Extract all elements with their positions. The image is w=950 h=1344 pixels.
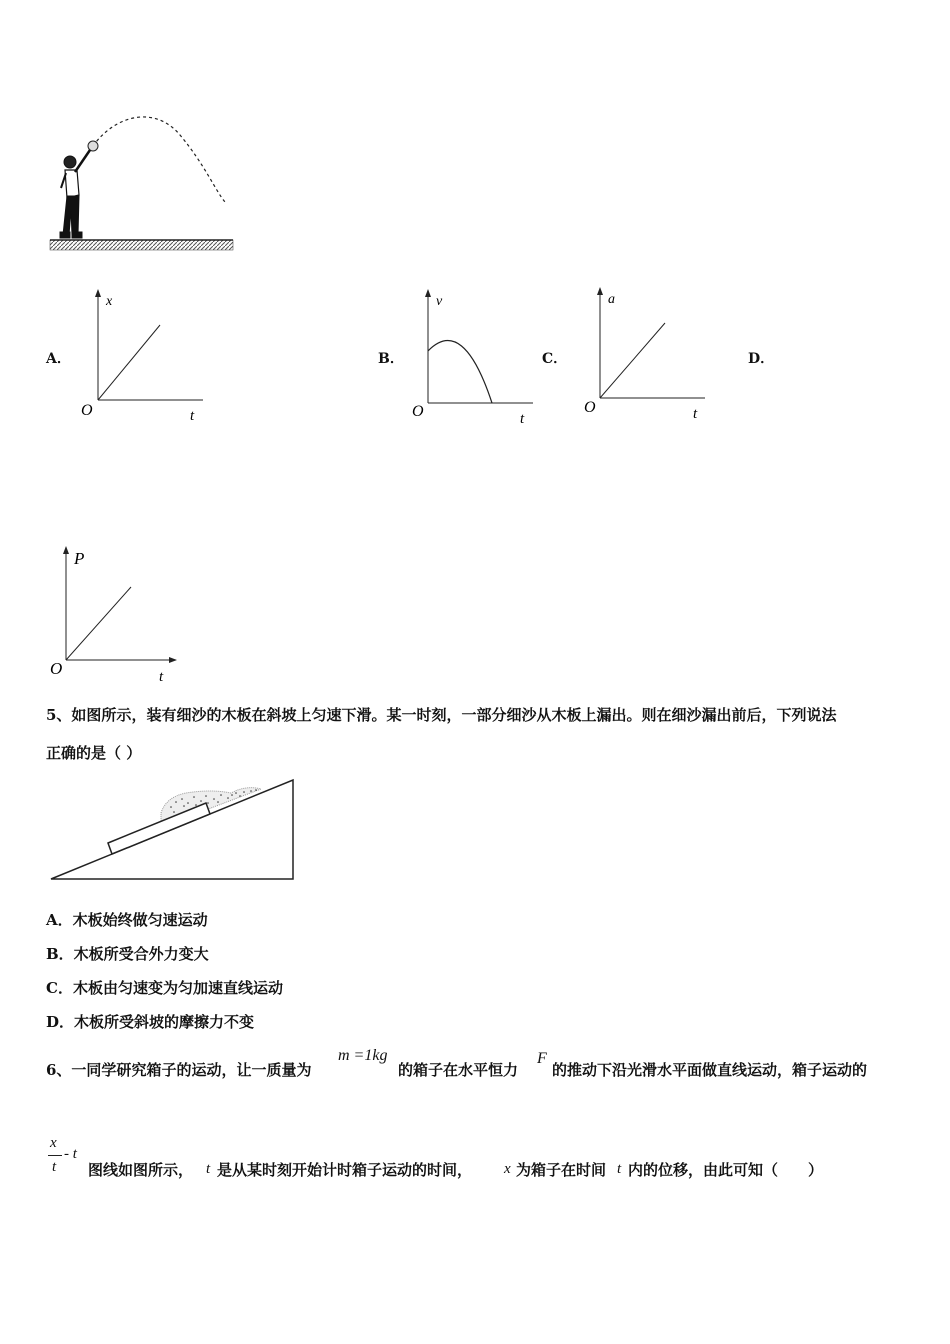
option-c-graph <box>580 283 710 423</box>
q6-line2-d: 内的位移，由此可知（ ） <box>628 1161 824 1179</box>
q5-stem-line1: 5、如图所示，装有细沙的木板在斜坡上匀速下滑。某一时刻，一部分细沙从木板上漏出。则在细沙漏出前后，下列说法 <box>46 706 837 724</box>
q6-x-symbol: x <box>504 1161 511 1177</box>
q6-stem-part3: 的推动下沿光滑水平面做直线运动，箱子运动的 <box>552 1061 868 1079</box>
option-d-label[interactable]: D． <box>748 351 775 367</box>
option-a-yaxis: x <box>106 294 113 309</box>
wooden-board <box>108 803 210 854</box>
q5-option-d[interactable]: D．木板所受斜坡的摩擦力不变 <box>46 1013 255 1031</box>
option-a-label[interactable]: A． <box>46 351 71 367</box>
option-d-origin: O <box>50 659 63 678</box>
q5-option-c[interactable]: C．木板由匀速变为匀加速直线运动 <box>46 979 283 997</box>
option-b-graph <box>408 285 538 430</box>
q6-line2-b: 是从某时刻开始计时箱子运动的时间， <box>217 1161 473 1179</box>
q6-frac-suffix: - t <box>64 1146 77 1162</box>
option-b-xaxis: t <box>520 411 525 427</box>
option-c-label[interactable]: C． <box>542 351 568 367</box>
option-d-yaxis: P <box>74 549 85 568</box>
incline-figure <box>46 775 301 885</box>
q5-option-b[interactable]: B．木板所受合外力变大 <box>46 945 209 963</box>
throw-figure <box>45 110 245 255</box>
option-b-origin: O <box>412 403 424 420</box>
q6-force-symbol: F <box>537 1050 547 1067</box>
q6-line2-c: 为箱子在时间 <box>516 1161 607 1179</box>
q5-option-a[interactable]: A．木板始终做匀速运动 <box>46 911 208 929</box>
q6-frac-denominator: t <box>52 1159 57 1175</box>
q6-frac-numerator: x <box>50 1135 57 1151</box>
q6-frac-bar <box>48 1155 62 1156</box>
option-a-origin: O <box>81 402 93 419</box>
option-a-graph <box>78 285 208 425</box>
ball-icon <box>88 141 98 151</box>
option-c-origin: O <box>584 399 596 416</box>
q6-line2-a: 图线如图所示， <box>88 1161 194 1179</box>
option-d-graph <box>46 542 186 687</box>
q6-stem-part2: 的箱子在水平恒力 <box>398 1061 519 1079</box>
q5-stem-line2: 正确的是（ ） <box>46 744 142 762</box>
q6-t-symbol: t <box>206 1161 211 1177</box>
q6-mass-formula: m =1kg <box>338 1047 388 1064</box>
option-b-label[interactable]: B． <box>378 351 404 367</box>
option-d-xaxis: t <box>159 669 164 685</box>
person-icon <box>60 150 90 238</box>
q6-stem-part1: 6、一同学研究箱子的运动，让一质量为 <box>46 1061 312 1079</box>
trajectory-curve <box>93 117 225 202</box>
option-c-yaxis: a <box>608 292 615 307</box>
q6-t-symbol-2: t <box>617 1161 622 1177</box>
option-a-xaxis: t <box>190 408 195 424</box>
ground <box>50 240 233 250</box>
option-c-xaxis: t <box>693 406 698 422</box>
option-b-yaxis: v <box>436 294 443 309</box>
